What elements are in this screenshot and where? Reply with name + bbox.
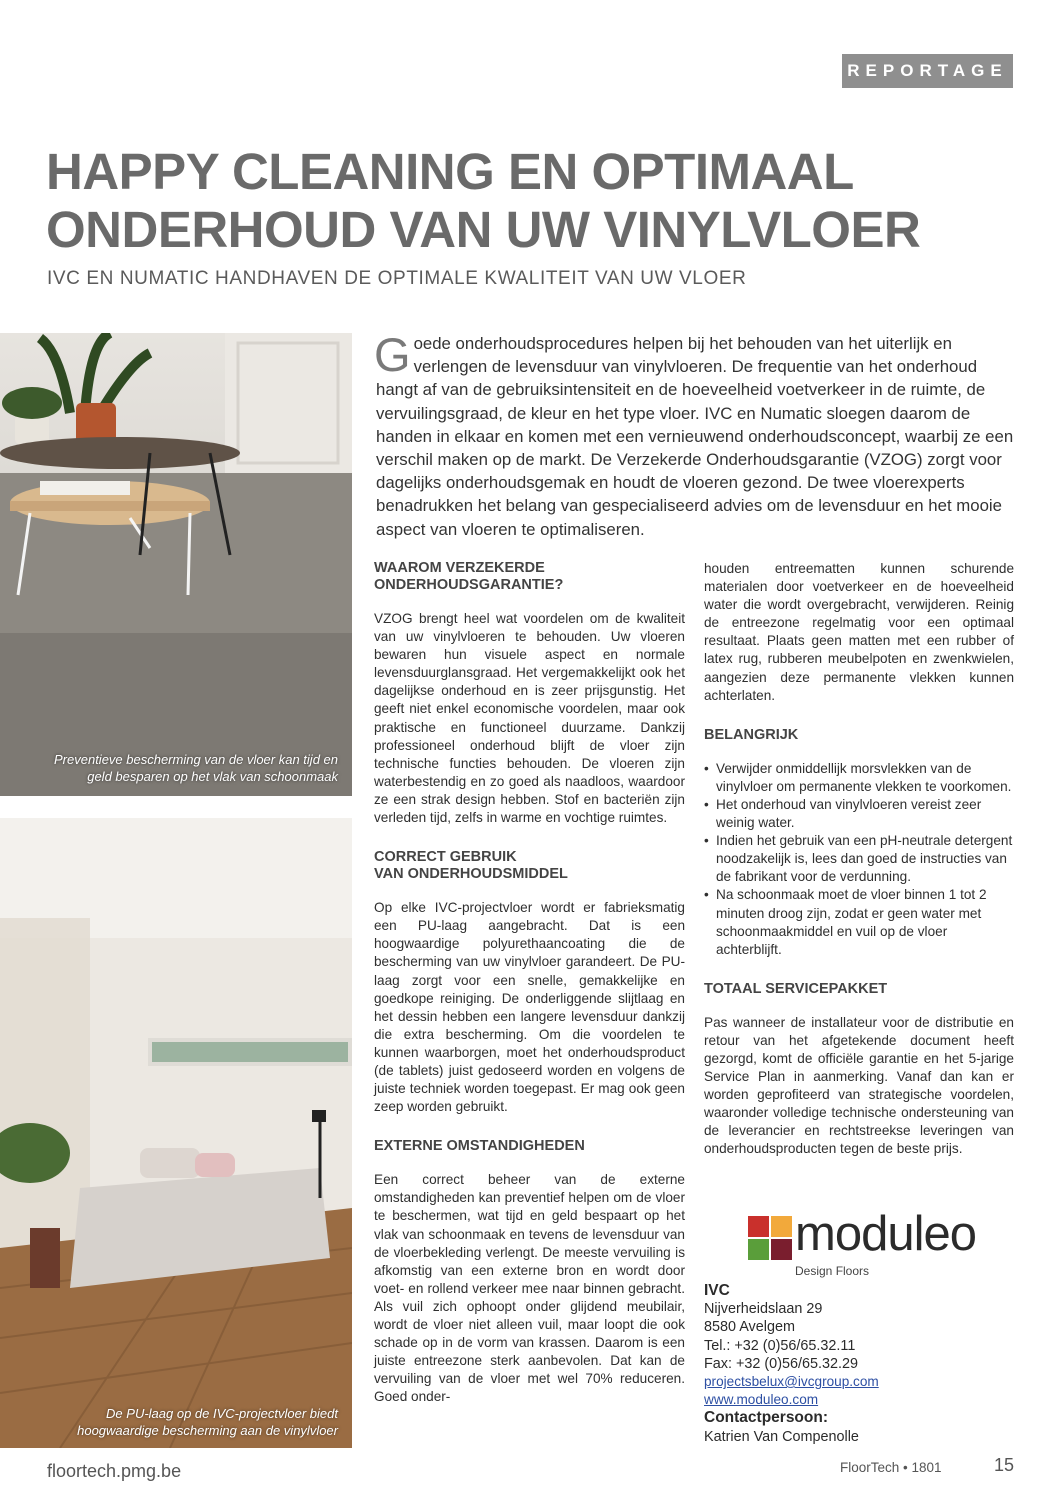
contact-company: IVC (704, 1282, 730, 1299)
section-tag: REPORTAGE (842, 54, 1013, 88)
heading-waarom (374, 560, 685, 594)
contact-person-label: Contactpersoon: (704, 1409, 828, 1427)
heading-correct-gebruik (374, 849, 685, 883)
column-1 (374, 560, 685, 1406)
contact-block (704, 1282, 1014, 1446)
paragraph-externe: Een correct beheer van de externe omstandigheden kan preventief helpen om de vloer te beschermen, wat tijd en geld bespaart op het vlak van schoonmaak en tevens de levensduur van de vloerbekleding verlengt. De meeste vervuiling is afkomstig van een externe bron en wordt door voet- en rollend verkeer mee naar binnen gebracht. Als vuil zich ophoopt onder glijdend meubilair, wordt de vloer niet alleen vuil, maar loopt die ook schade op in de vorm van krassen. Daarom is een juiste entreezone sterk aanbevolen. Dat kan de vervuiling van de vloer met wel 70% reduceren. Goed onder- (374, 1172, 685, 1405)
intro-text: oede onderhoudsprocedures helpen bij het behouden van het uiterlijk en verlengen de levensduur van vinylvloeren. De frequentie van het onderhoud hangt af van de gebruiksintensiteit en de hoeveelheid voetverkeer in de ruimte, de vervuilingsgraad, de kleur en het type vloer. IVC en Numatic sloegen daarom de handen in elkaar en komen met een vernieuwend onderhoudsconcept, waarbij ze een verschil maken op de markt. De Verzekerde Onderhoudsgarantie (VZOG) zorgt voor dagelijks onderhoudsgemak en houdt de vloeren gezond. De twee vloerexperts benadrukken het belang van gespecialiseerd advies om de levensduur en het mooie aspect van vloeren te optimaliseren. (376, 334, 1014, 539)
list-item: • Indien het gebruik van een pH-neutrale detergent noodzakelijk is, lees dan goed de instructies van de fabrikant voor de verdunning. (704, 832, 1014, 886)
page-title (46, 143, 1026, 259)
contact-person-name: Katrien Van Compenolle (704, 1428, 859, 1445)
heading-waarom-line-2: ONDERHOUDSGARANTIE? (374, 577, 564, 593)
paragraph-entreematten: houden entreematten kunnen schurende materialen door voetverkeer en de hoeveelheid water die wordt overgebracht, verwijderen. Reinig de entreezone regelmatig voor een optimaal resultaat. Plaats geen matten met een rubber of latex rug, rubberen meubelpoten en zwenkwielen, aangezien deze permanente vlekken kunnen achterlaten. (704, 561, 1014, 703)
logo-subtitle: Design Floors (795, 1264, 870, 1278)
living-room-illustration (0, 333, 352, 796)
contact-tel: Tel.: +32 (0)56/65.32.11 (704, 1337, 856, 1354)
list-item: • Na schoonmaak moet de vloer binnen 1 tot 2 minuten droog zijn, zodat er geen water met schoonmaakmiddel en vuil op de vloer achterblijft. (704, 886, 1014, 958)
logo-squares-icon (748, 1216, 792, 1260)
intro-dropcap: G (374, 328, 411, 381)
photo-caption-1 (20, 751, 338, 785)
heading-totaal: TOTAAL SERVICEPAKKET (704, 980, 888, 997)
caption-2-line-2: hoogwaardige bescherming aan de vinylvloer (77, 1423, 338, 1438)
contact-web-link[interactable]: www.moduleo.com (704, 1392, 819, 1408)
caption-1-line-2: geld besparen op het vlak van schoonmaak (87, 769, 338, 784)
list-item: • Verwijder onmiddellijk morsvlekken van de vinylvloer om permanente vlekken te voorkomen. (704, 760, 1014, 796)
photo-living-room (0, 333, 352, 796)
subtitle: IVC EN NUMATIC HANDHAVEN DE OPTIMALE KWALITEIT VAN UW VLOER (47, 268, 747, 289)
paragraph-pu-laag: Op elke IVC-projectvloer wordt er fabrieksmatig een PU-laag aangebracht. Dat is een hoogwaardige polyurethaancoating die de bescherming van uw vinylvloer garandeert. De PU-laag zorgt voor een snelle, gemakkelijke en goedkope reiniging. De onderliggende slijtlaag en het dessin hebben een langere levensduur dankzij die extra bescherming. Om die voordelen te kunnen waarborgen, moet het onderhoudsproduct (de tablets) juist gedoseerd worden en volgens de juiste techniek worden toegepast. Er mag ook geen zeep worden gebruikt. (374, 900, 685, 1115)
contact-street: Nijverheidslaan 29 (704, 1301, 823, 1318)
logo-wordmark: moduleo (795, 1207, 976, 1261)
belangrijk-list (704, 760, 1014, 959)
paragraph-vzog: VZOG brengt heel wat voordelen om de kwaliteit van uw vinylvloeren te behouden. Uw vloeren bewaren hun visuele aspect en normale levensduurglansgraad. Het vergemakkelijkt ook het dagelijkse onderhoud en is zeer prijsgunstig. Het geeft niet enkel economische voordelen, maar ook praktische en functioneel duurzame. Dankzij professioneel onderhoud blijft de vloer zijn technische functies behouden. De vloeren zijn waterbestendig en zo goed als naadloos, waardoor ze een strak design hebben. Stof en bacteriën zijn verleden tijd, zelfs in warme en vochtige ruimtes. (374, 611, 685, 826)
caption-1-line-1: Preventieve bescherming van de vloer kan tijd en (54, 752, 338, 767)
contact-city: 8580 Avelgem (704, 1319, 795, 1336)
photo-bedroom (0, 818, 352, 1448)
moduleo-logo (748, 1207, 1008, 1284)
list-item: • Het onderhoud van vinylvloeren vereist zeer weinig water. (704, 796, 1014, 832)
column-2 (704, 560, 1014, 1159)
heading-waarom-line-1: WAAROM VERZEKERDE (374, 560, 545, 576)
photo-caption-2 (20, 1405, 338, 1439)
title-line-2: ONDERHOUD VAN UW VINYLVLOER (46, 201, 921, 258)
page-number: 15 (994, 1455, 1015, 1475)
bedroom-illustration (0, 818, 352, 1448)
contact-fax: Fax: +32 (0)56/65.32.29 (704, 1355, 859, 1372)
heading-correct-line-1: CORRECT GEBRUIK (374, 849, 517, 866)
contact-email-link[interactable]: projectsbelux@ivcgroup.com (704, 1374, 879, 1390)
footer-issue: FloorTech • 1801 (840, 1460, 942, 1475)
intro-paragraph (374, 328, 1016, 541)
caption-2-line-1: De PU-laag op de IVC-projectvloer biedt (106, 1406, 338, 1421)
heading-belangrijk: BELANGRIJK (704, 726, 799, 743)
heading-correct-line-2: VAN ONDERHOUDSMIDDEL (374, 866, 568, 883)
paragraph-totaal: Pas wanneer de installateur voor de distributie en retour van het afgetekende document heeft gezorgd, komt de officiële garantie en het 5-jarige Service Plan in aanmerking. Vanaf dan kan er worden geprofiteerd van strategische voordelen, waaronder volledige technische ondersteuning van de leverancier en rechtstreekse leveringen van onderhoudsproducten tegen de beste prijs. (704, 1014, 1014, 1157)
heading-externe: EXTERNE OMSTANDIGHEDEN (374, 1138, 585, 1155)
footer-site: floortech.pmg.be (47, 1461, 182, 1481)
title-line-1: HAPPY CLEANING EN OPTIMAAL (46, 143, 854, 200)
